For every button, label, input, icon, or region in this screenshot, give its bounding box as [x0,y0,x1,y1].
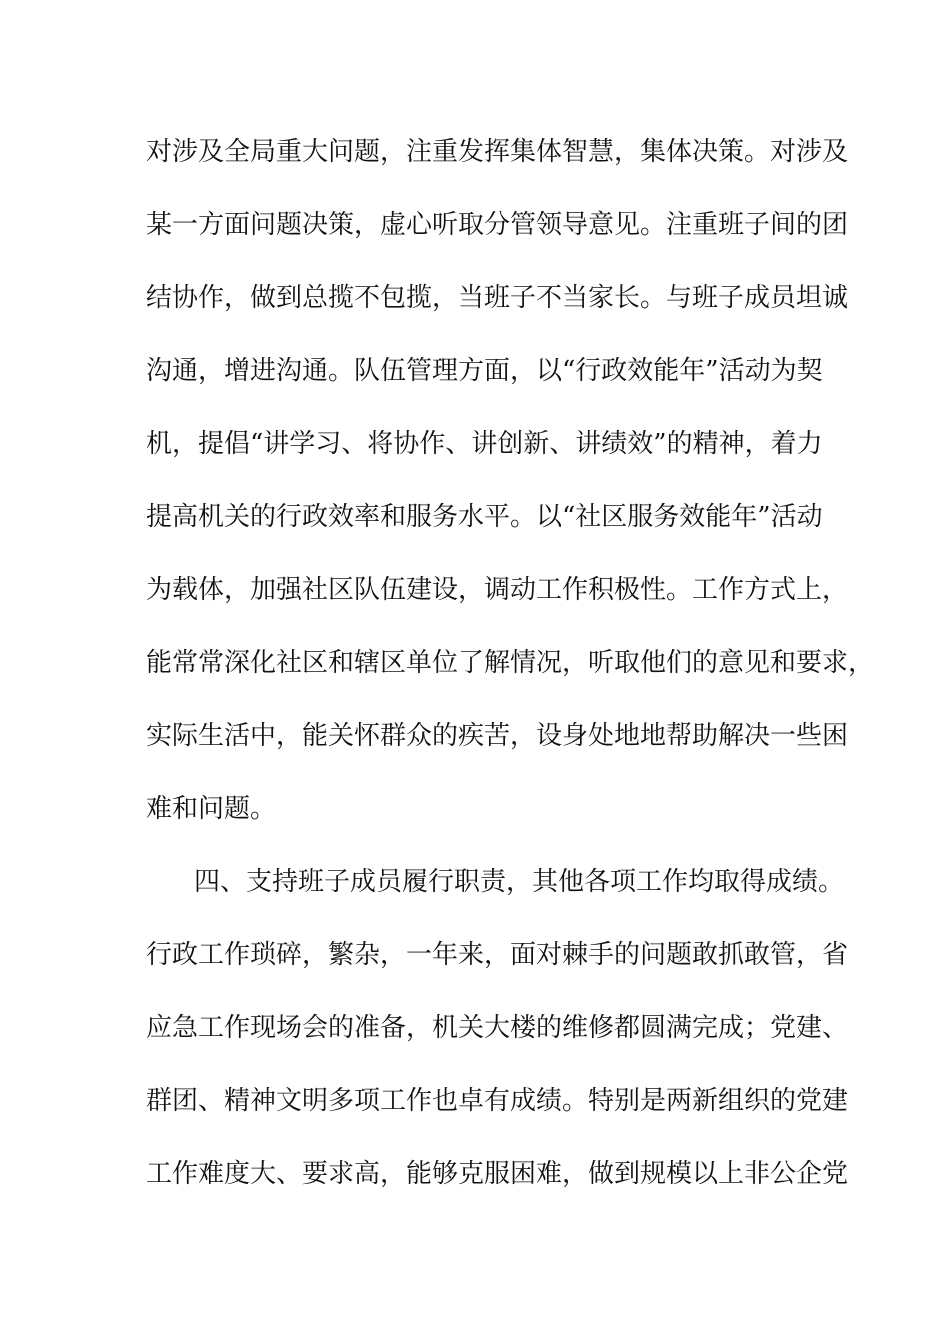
paragraph-heading: 四、支持班子成员履行职责，其他各项工作均取得成绩。 [194,867,845,897]
text-line: 行政工作琐碎，繁杂，一年来，面对棘手的问题敢抓敢管，省 [146,940,849,970]
text-line: 能常常深化社区和辖区单位了解情况，听取他们的意见和要求， [146,648,875,678]
text-line: 提高机关的行政效率和服务水平。以“社区服务效能年”活动 [146,502,823,532]
text-line: 应急工作现场会的准备，机关大楼的维修都圆满完成；党建、 [146,1013,849,1043]
text-line: 难和问题。 [146,794,277,824]
text-line: 机，提倡“讲学习、将协作、讲创新、讲绩效”的精神，着力 [146,429,823,459]
text-line: 群团、精神文明多项工作也卓有成绩。特别是两新组织的党建 [146,1086,849,1116]
text-line: 某一方面问题决策，虚心听取分管领导意见。注重班子间的团 [146,210,849,240]
text-line: 实际生活中，能关怀群众的疾苦，设身处地地帮助解决一些困 [146,721,849,751]
text-line: 沟通，增进沟通。队伍管理方面，以“行政效能年”活动为契 [146,356,823,386]
text-line: 对涉及全局重大问题，注重发挥集体智慧，集体决策。对涉及 [146,137,849,167]
text-line: 工作难度大、要求高，能够克服困难，做到规模以上非公企党 [146,1159,849,1189]
text-line: 为载体，加强社区队伍建设，调动工作积极性。工作方式上， [146,575,849,605]
text-line: 结协作，做到总揽不包揽，当班子不当家长。与班子成员坦诚 [146,283,849,313]
